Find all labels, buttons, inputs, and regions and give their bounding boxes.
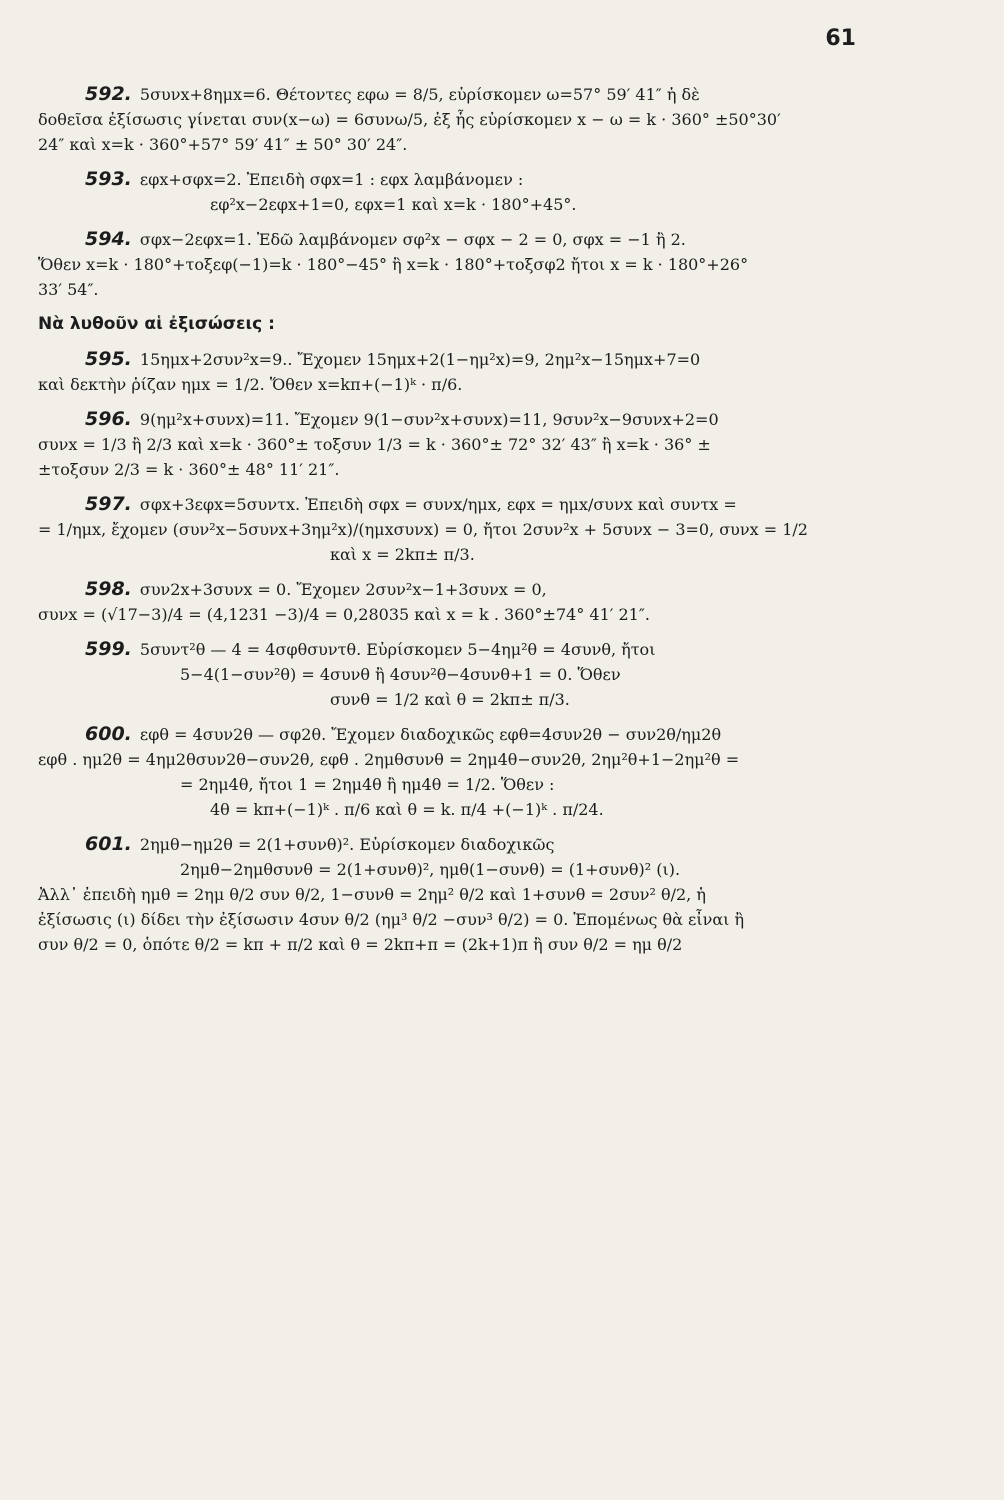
problem-text: 9(ημ²x+συνx)=11. Ἔχομεν 9(1−συν²x+συνx)=11, 9συν²x−9συνx+2=0 — [139, 410, 719, 429]
problem-number: 597. — [85, 493, 132, 515]
problem-number: 593. — [85, 168, 132, 190]
problem-number: 592. — [85, 83, 132, 105]
problem-text: 15ημx+2συν²x=9.. Ἔχομεν 15ημx+2(1−ημ²x)=9, 2ημ²x−15ημx+7=0 — [139, 350, 701, 369]
problem-number: 594. — [85, 228, 132, 250]
problem-595-line-2: καὶ δεκτὴν ῥίζαν ημx = 1/2. Ὅθεν x=kπ+(−1)ᵏ · π/6. — [38, 375, 463, 394]
problem-600-line-2: εφθ . ημ2θ = 4ημ2θσυν2θ−συν2θ, εφθ . 2ημθσυνθ = 2ημ4θ−συν2θ, 2ημ²θ+1−2ημ²θ = — [38, 750, 740, 769]
problem-600-line-4: 4θ = kπ+(−1)ᵏ . π/6 καὶ θ = k. π/4 +(−1)ᵏ . π/24. — [210, 800, 604, 819]
problem-600-line-1 — [30, 722, 870, 747]
problem-text: εφx+σφx=2. Ἐπειδὴ σφx=1 : εφx λαμβάνομεν : — [139, 170, 524, 189]
problem-592-line-2: δοθεῖσα ἐξίσωσις γίνεται συν(x−ω) = 6συνω/5, ἐξ ἧς εὑρίσκομεν x − ω = k · 360° ±50°30′ — [38, 110, 781, 129]
problem-597-line-1 — [30, 492, 870, 517]
problem-text: 2ημθ−ημ2θ = 2(1+συνθ)². Εὑρίσκομεν διαδοχικῶς — [139, 835, 555, 854]
problem-number: 595. — [85, 348, 132, 370]
page-number: 61 — [825, 26, 856, 51]
problem-599-line-3: συνθ = 1/2 καὶ θ = 2kπ± π/3. — [330, 690, 570, 709]
problem-599-line-1 — [30, 637, 870, 662]
problem-596-line-2: συνx = 1/3 ἢ 2/3 καὶ x=k · 360°± τοξσυν 1/3 = k · 360°± 72° 32′ 43″ ἢ x=k · 36° ± — [38, 435, 711, 454]
problem-596-line-3: ±τοξσυν 2/3 = k · 360°± 48° 11′ 21″. — [38, 460, 340, 479]
problem-number: 601. — [85, 833, 132, 855]
problem-text: σφx+3εφx=5συντx. Ἐπειδὴ σφx = συνx/ημx, εφx = ημx/συνx καὶ συντx = — [139, 495, 737, 514]
problem-text: σφx−2εφx=1. Ἐδῶ λαμβάνομεν σφ²x − σφx − 2 = 0, σφx = −1 ἢ 2. — [139, 230, 686, 249]
problem-594-line-3: 33′ 54″. — [38, 280, 99, 299]
problem-592-line-1 — [30, 82, 870, 107]
problem-601-line-5: συν θ/2 = 0, ὁπότε θ/2 = kπ + π/2 καὶ θ = 2kπ+π = (2k+1)π ἢ συν θ/2 = ημ θ/2 — [38, 935, 683, 954]
problem-596-line-1 — [30, 407, 870, 432]
problem-592-line-3: 24″ καὶ x=k · 360°+57° 59′ 41″ ± 50° 30′ 24″. — [38, 135, 408, 154]
problem-601-line-2: 2ημθ−2ημθσυνθ = 2(1+συνθ)², ημθ(1−συνθ) = (1+συνθ)² (ι). — [180, 860, 681, 879]
problem-598-line-2: συνx = (√17−3)/4 = (4,1231 −3)/4 = 0,28035 καὶ x = k . 360°±74° 41′ 21″. — [38, 605, 650, 624]
problem-594-line-2: Ὅθεν x=k · 180°+τοξεφ(−1)=k · 180°−45° ἢ x=k · 180°+τοξσφ2 ἤτοι x = k · 180°+26° — [38, 255, 749, 274]
problem-601-line-3: Ἀλλ᾽ ἐπειδὴ ημθ = 2ημ θ/2 συν θ/2, 1−συνθ = 2ημ² θ/2 καὶ 1+συνθ = 2συν² θ/2, ἡ — [38, 885, 706, 904]
section-title: Νὰ λυθοῦν αἱ ἐξισώσεις : — [38, 314, 275, 334]
problem-text: 5συνx+8ημx=6. Θέτοντες εφω = 8/5, εὑρίσκομεν ω=57° 59′ 41″ ἡ δὲ — [139, 85, 700, 104]
problem-number: 598. — [85, 578, 132, 600]
problem-595-line-1 — [30, 347, 870, 372]
problem-600-line-3: = 2ημ4θ, ἤτοι 1 = 2ημ4θ ἢ ημ4θ = 1/2. Ὅθεν : — [180, 775, 555, 794]
problem-597-line-2: = 1/ημx, ἔχομεν (συν²x−5συνx+3ημ²x)/(ημxσυνx) = 0, ἤτοι 2συν²x + 5συνx − 3=0, συνx = 1/2 — [38, 520, 808, 539]
problem-text: συν2x+3συνx = 0. Ἔχομεν 2συν²x−1+3συνx = 0, — [139, 580, 547, 599]
problem-number: 599. — [85, 638, 132, 660]
problem-597-line-3: καὶ x = 2kπ± π/3. — [330, 545, 475, 564]
problem-599-line-2: 5−4(1−συν²θ) = 4συνθ ἢ 4συν²θ−4συνθ+1 = 0. Ὅθεν — [180, 665, 621, 684]
problem-593-line-1 — [30, 167, 870, 192]
problem-601-line-4: ἐξίσωσις (ι) δίδει τὴν ἐξίσωσιν 4συν θ/2 (ημ³ θ/2 −συν³ θ/2) = 0. Ἑπομένως θὰ εἶναι ἢ — [38, 910, 745, 929]
problem-number: 596. — [85, 408, 132, 430]
problem-text: εφθ = 4συν2θ — σφ2θ. Ἔχομεν διαδοχικῶς εφθ=4συν2θ − συν2θ/ημ2θ — [139, 725, 722, 744]
problem-594-line-1 — [30, 227, 870, 252]
problem-601-line-1 — [30, 832, 870, 857]
problem-593-line-2: εφ²x−2εφx+1=0, εφx=1 καὶ x=k · 180°+45°. — [210, 195, 577, 214]
problem-text: 5συντ²θ — 4 = 4σφθσυντθ. Εὑρίσκομεν 5−4ημ²θ = 4συνθ, ἤτοι — [139, 640, 656, 659]
page-content — [30, 72, 870, 957]
problem-number: 600. — [85, 723, 132, 745]
problem-598-line-1 — [30, 577, 870, 602]
